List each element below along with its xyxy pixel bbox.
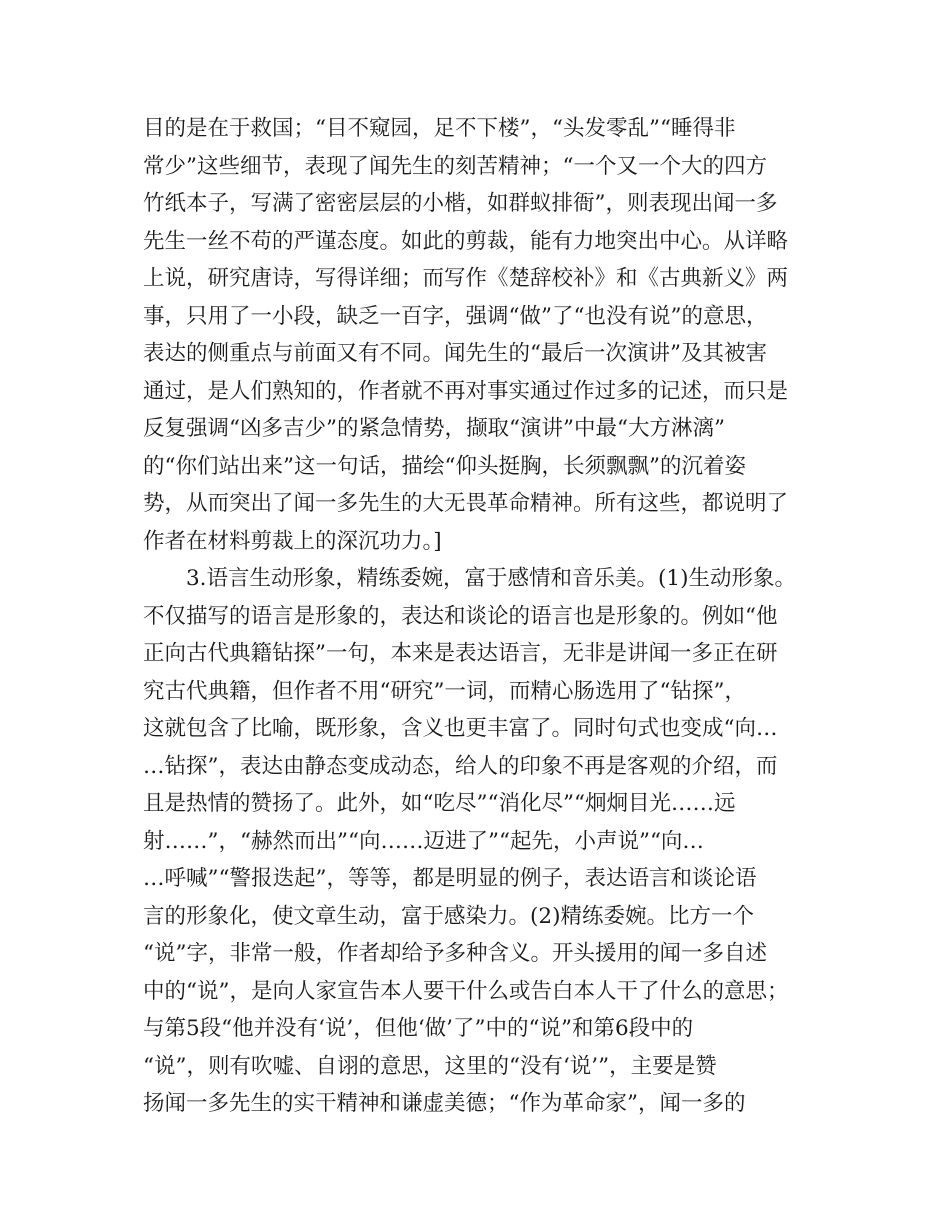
text-line: 的“你们站出来”这一句话，描绘“仰头挺胸，长须飘飘”的沉着姿 bbox=[143, 453, 746, 479]
text-line: 不仅描写的语言是形象的，表达和谈论的语言也是形象的。例如“他 bbox=[143, 603, 778, 629]
text-line: 通过，是人们熟知的，作者就不再对事实通过作过多的记述，而只是 bbox=[143, 378, 789, 404]
text-line: …钻探”，表达由静态变成动态，给人的印象不再是客观的介绍，而 bbox=[143, 753, 778, 779]
text-line: 常少”这些细节，表现了闻先生的刻苦精神；“一个又一个大的四方 bbox=[143, 153, 767, 179]
text-line: 这就包含了比喻，既形象，含义也更丰富了。同时句式也变成“向… bbox=[143, 716, 778, 741]
text-line: …呼喊”“警报迭起”，等等，都是明显的例子，表达语言和谈论语 bbox=[143, 866, 757, 891]
text-line: 表达的侧重点与前面又有不同。闻先生的“最后一次演讲”及其被害 bbox=[143, 341, 767, 366]
text-line: 中的“说”，是向人家宣告本人要干什么或告白本人干了什么的意思； bbox=[143, 978, 789, 1004]
text-line: 事，只用了一小段，缺乏一百字，强调“做”了“也没有说”的意思， bbox=[143, 303, 768, 329]
paragraph-start-line: 3.语言生动形象，精练委婉，富于感情和音乐美。(1)生动形象。 bbox=[186, 566, 796, 591]
text-line: 作者在材料剪裁上的深沉功力。] bbox=[143, 528, 442, 554]
text-line: 先生一丝不苟的严谨态度。如此的剪裁，能有力地突出中心。从详略 bbox=[143, 228, 789, 254]
text-line: 且是热情的赞扬了。此外，如“吃尽”“消化尽”“炯炯目光……远 bbox=[143, 791, 736, 816]
text-line: 竹纸本子，写满了密密层层的小楷，如群蚁排衙”，则表现出闻一多 bbox=[143, 191, 778, 216]
text-line: 上说，研究唐诗，写得详细；而写作《楚辞校补》和《古典新义》两 bbox=[143, 266, 789, 291]
text-line: 究古代典籍，但作者不用“研究”一词，而精心肠选用了“钻探”， bbox=[143, 678, 746, 704]
text-line: 正向古代典籍钻探”一句，本来是表达语言，无非是讲闻一多正在研 bbox=[143, 641, 778, 666]
text-line: 势，从而突出了闻一多先生的大无畏革命精神。所有这些，都说明了 bbox=[143, 491, 789, 516]
text-line: “说”字，非常一般，作者却给予多种含义。开头援用的闻一多自述 bbox=[143, 941, 767, 966]
text-line: 反复强调“凶多吉少”的紧急情势，撷取“演讲”中最“大方淋漓” bbox=[143, 416, 725, 441]
text-line: 言的形象化，使文章生动，富于感染力。(2)精练委婉。比方一个 bbox=[143, 903, 754, 929]
text-line: 射……”，“赫然而出”“向……迈进了”“起先，小声说”“向… bbox=[143, 828, 704, 854]
text-line: 扬闻一多先生的实干精神和谦虚美德；“作为革命家”，闻一多的 bbox=[143, 1091, 746, 1116]
body-text bbox=[143, 110, 813, 1123]
text-line: “说”，则有吹嘘、自诩的意思，这里的“没有‘说’”，主要是赞 bbox=[143, 1053, 717, 1079]
text-line: 与第5段“他并没有‘说’，但他‘做’了”中的“说”和第6段中的 bbox=[143, 1016, 694, 1041]
text-line: 目的是在于救国；“目不窥园，足不下楼”，“头发零乱”“睡得非 bbox=[143, 116, 736, 141]
